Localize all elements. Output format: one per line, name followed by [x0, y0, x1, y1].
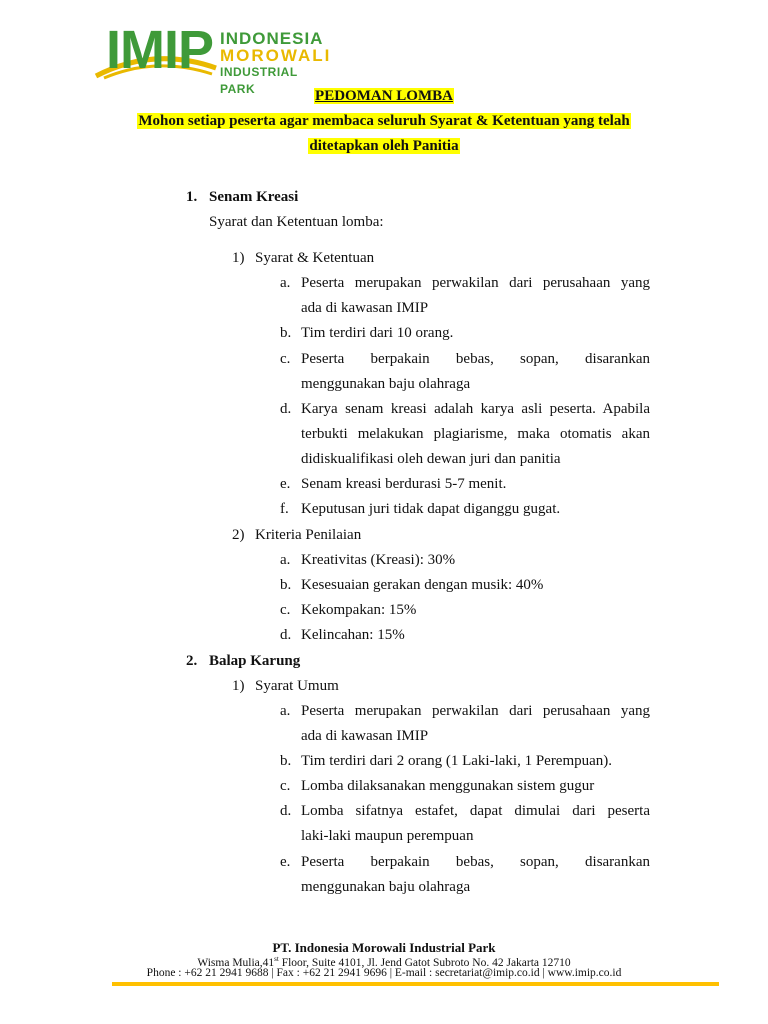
item-letter: a. — [280, 703, 291, 719]
list-item-cont: terbukti melakukan plagiarisme, maka otomatis akan — [301, 426, 650, 442]
list-item: Peserta berpakain bebas, sopan, disarankan — [301, 854, 650, 870]
footer-address: Wisma Mulia,41st Floor, Suite 4101, Jl. Jend Gatot Subroto No. 42 Jakarta 12710 — [197, 955, 571, 969]
item-letter: f. — [280, 501, 289, 517]
page-subtitle-2: ditetapkan oleh Panitia — [309, 138, 459, 154]
item-letter: d. — [280, 803, 292, 819]
logo-line-1: INDONESIA — [220, 29, 324, 48]
section-2-title: Balap Karung — [209, 653, 301, 669]
list-item: Peserta merupakan perwakilan dari perusahaan yang — [301, 275, 650, 291]
list-item: Lomba sifatnya estafet, dapat dimulai dari peserta — [301, 803, 650, 819]
item-letter: c. — [280, 778, 291, 794]
list-item: Senam kreasi berdurasi 5-7 menit. — [301, 476, 507, 492]
item-letter: c. — [280, 602, 291, 618]
sub-2-1-title: Syarat Umum — [255, 678, 339, 694]
item-letter: c. — [280, 351, 291, 367]
list-item: Peserta merupakan perwakilan dari perusahaan yang — [301, 703, 650, 719]
item-letter: b. — [280, 753, 292, 769]
list-item-cont: didiskualifikasi oleh dewan juri dan panitia — [301, 451, 561, 467]
item-letter: a. — [280, 552, 291, 568]
sub-1-2-title: Kriteria Penilaian — [255, 527, 362, 543]
footer-contact: Phone : +62 21 2941 9688 | Fax : +62 21 2941 9696 | E-mail : secretariat@imip.co.id | www.imip.co.id — [146, 967, 622, 979]
list-item: Kesesuaian gerakan dengan musik: 40% — [301, 577, 544, 593]
list-item-cont: laki-laki maupun perempuan — [301, 828, 474, 844]
section-1-number: 1. — [186, 189, 198, 205]
page-subtitle-1: Mohon setiap peserta agar membaca seluruh Syarat & Ketentuan yang telah — [138, 113, 630, 129]
footer-company: PT. Indonesia Morowali Industrial Park — [272, 940, 496, 955]
sub-1-1-number: 1) — [232, 250, 245, 266]
item-letter: e. — [280, 476, 291, 492]
list-item-cont: ada di kawasan IMIP — [301, 300, 429, 316]
list-item: Peserta berpakain bebas, sopan, disarankan — [301, 351, 650, 367]
list-item-cont: ada di kawasan IMIP — [301, 728, 429, 744]
list-item: Kekompakan: 15% — [301, 602, 417, 618]
section-1-title: Senam Kreasi — [209, 189, 299, 205]
item-letter: a. — [280, 275, 291, 291]
list-item: Kelincahan: 15% — [301, 627, 405, 643]
footer-divider — [112, 982, 719, 986]
item-letter: d. — [280, 627, 292, 643]
item-letter: b. — [280, 577, 292, 593]
page-title: PEDOMAN LOMBA — [315, 88, 453, 104]
list-item: Tim terdiri dari 2 orang (1 Laki-laki, 1 Perempuan). — [301, 753, 613, 769]
list-item: Karya senam kreasi adalah karya asli peserta. Apabila — [301, 401, 650, 417]
section-1-intro: Syarat dan Ketentuan lomba: — [209, 214, 384, 230]
list-item-cont: menggunakan baju olahraga — [301, 879, 471, 895]
item-letter: d. — [280, 401, 292, 417]
logo-line-2: MOROWALI — [220, 46, 332, 65]
item-letter: e. — [280, 854, 291, 870]
sub-1-2-number: 2) — [232, 527, 245, 543]
list-item: Tim terdiri dari 10 orang. — [301, 325, 454, 341]
company-logo — [94, 20, 334, 96]
list-item: Kreativitas (Kreasi): 30% — [301, 552, 456, 568]
sub-2-1-number: 1) — [232, 678, 245, 694]
section-2-number: 2. — [186, 653, 198, 669]
sub-1-1-title: Syarat & Ketentuan — [255, 250, 375, 266]
list-item: Lomba dilaksanakan menggunakan sistem gugur — [301, 778, 595, 794]
list-item-cont: menggunakan baju olahraga — [301, 376, 471, 392]
logo-line-3: INDUSTRIAL PARK — [220, 65, 298, 96]
item-letter: b. — [280, 325, 292, 341]
logo-imip: IMIP — [106, 20, 214, 80]
list-item: Keputusan juri tidak dapat diganggu gugat. — [301, 501, 561, 517]
